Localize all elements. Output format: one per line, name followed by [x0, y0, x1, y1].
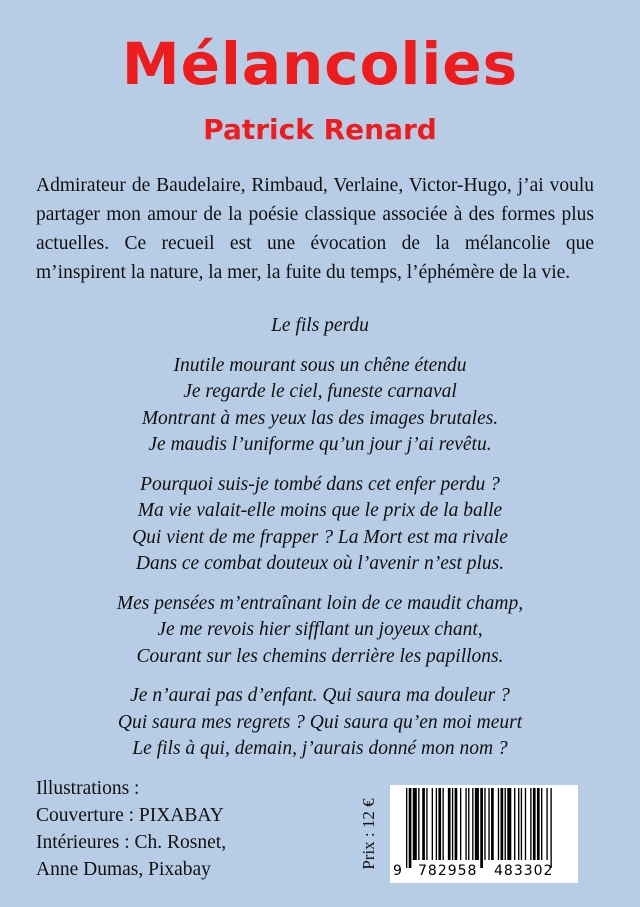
isbn-barcode	[390, 785, 578, 883]
verse-line: Qui saura mes regrets ? Qui saura qu’en moi meurt	[117, 711, 523, 733]
poem	[0, 313, 640, 776]
barcode-bar	[406, 788, 407, 868]
verse-line: Mes pensées m’entraînant loin de ce maudit champ,	[116, 592, 524, 614]
barcode-bar	[432, 788, 433, 860]
verse-line: Montrant à mes yeux las des images brutales.	[141, 407, 499, 429]
barcode-bar	[484, 788, 485, 860]
price-text: Prix : 12 €	[359, 798, 378, 870]
barcode-group-right: 483302	[494, 863, 554, 879]
illustration-credits	[36, 775, 226, 883]
barcode-bar	[550, 788, 551, 868]
intro-paragraph: Admirateur de Baudelaire, Rimbaud, Verlaine, Victor-Hugo, j’ai voulu partager mon amour de la poésie classique associée à des formes plus actuelles. Ce recueil est une évocation de la mélancolie que m’inspirent la nature, la mer, la fuite du temps, l’éphémère de la vie.	[36, 175, 594, 283]
credits-line: Couverture : PIXABAY	[36, 805, 224, 826]
barcode-bar	[525, 788, 526, 860]
verse-line: Je maudis l’uniforme qu’un jour j’ai revêtu.	[148, 434, 492, 455]
verse-line: Courant sur les chemins derrière les papillons.	[136, 645, 504, 667]
barcode-bar	[472, 788, 473, 860]
book-title: Mélancolies	[121, 30, 519, 98]
price-label	[357, 783, 381, 885]
barcode-bar	[438, 788, 441, 860]
barcode-bar	[521, 788, 522, 860]
verse-line: Dans ce combat douteux où l’avenir n’est plus.	[135, 553, 505, 574]
barcode-bar	[501, 788, 504, 860]
barcode-bar	[468, 788, 469, 860]
verse-line: Pourquoi suis-je tombé dans cet enfer perdu ?	[140, 473, 500, 495]
barcode-group-left: 782958	[418, 863, 478, 879]
barcode-bar	[491, 788, 494, 860]
barcode-bar	[422, 788, 425, 860]
barcode-bar	[498, 788, 499, 860]
barcode-bar	[460, 788, 461, 860]
barcode-bar	[537, 788, 540, 860]
barcode-bar	[480, 788, 483, 868]
barcode-bar	[514, 788, 515, 860]
barcode-bar	[448, 788, 451, 860]
barcode-bar	[418, 788, 419, 860]
barcode-bar	[413, 788, 417, 860]
barcode-bar	[465, 788, 466, 860]
barcode-bar	[541, 788, 542, 860]
credits-line: Illustrations :	[36, 778, 140, 799]
poem-title: Le fils perdu	[271, 315, 369, 336]
stanza	[0, 353, 640, 459]
barcode-bar	[518, 788, 519, 860]
verse-line: Je regarde le ciel, funeste carnaval	[183, 381, 457, 402]
stanza	[0, 683, 640, 763]
barcode-bar	[530, 788, 531, 860]
barcode-bar	[533, 788, 536, 860]
barcode-bar	[488, 788, 489, 860]
verse-line: Qui vient de me frapper ? La Mort est ma rivale	[132, 526, 508, 548]
barcode-bar	[436, 788, 437, 860]
barcode-number	[390, 862, 578, 880]
barcode-bar	[475, 788, 479, 860]
verse-line: Ma vie valait-elle moins que le prix de la balle	[137, 500, 503, 521]
stanza	[0, 591, 640, 671]
barcode-bar	[426, 788, 427, 860]
stanza	[0, 472, 640, 578]
verse-line: Je n’aurai pas d’enfant. Qui saura ma douleur ?	[130, 685, 510, 706]
credits-line: Intérieures : Ch. Rosnet,	[36, 832, 227, 853]
verse-line: Je me revois hier sifflant un joyeux chant,	[157, 619, 483, 640]
barcode-bar	[442, 788, 443, 860]
verse-line: Inutile mourant sous un chêne étendu	[173, 354, 467, 376]
barcode-bar	[546, 788, 547, 860]
barcode-bar	[505, 788, 506, 860]
barcode-first-digit: 9	[393, 863, 402, 879]
credits-line: Anne Dumas, Pixabay	[36, 859, 211, 880]
barcode-bar	[452, 788, 453, 860]
barcode-bar	[455, 788, 458, 860]
barcode-bar	[507, 788, 511, 860]
verse-line: Le fils à qui, demain, j’aurais donné mon nom ?	[132, 738, 508, 759]
barcode-bar	[409, 788, 412, 868]
author-name: Patrick Renard	[203, 113, 437, 146]
